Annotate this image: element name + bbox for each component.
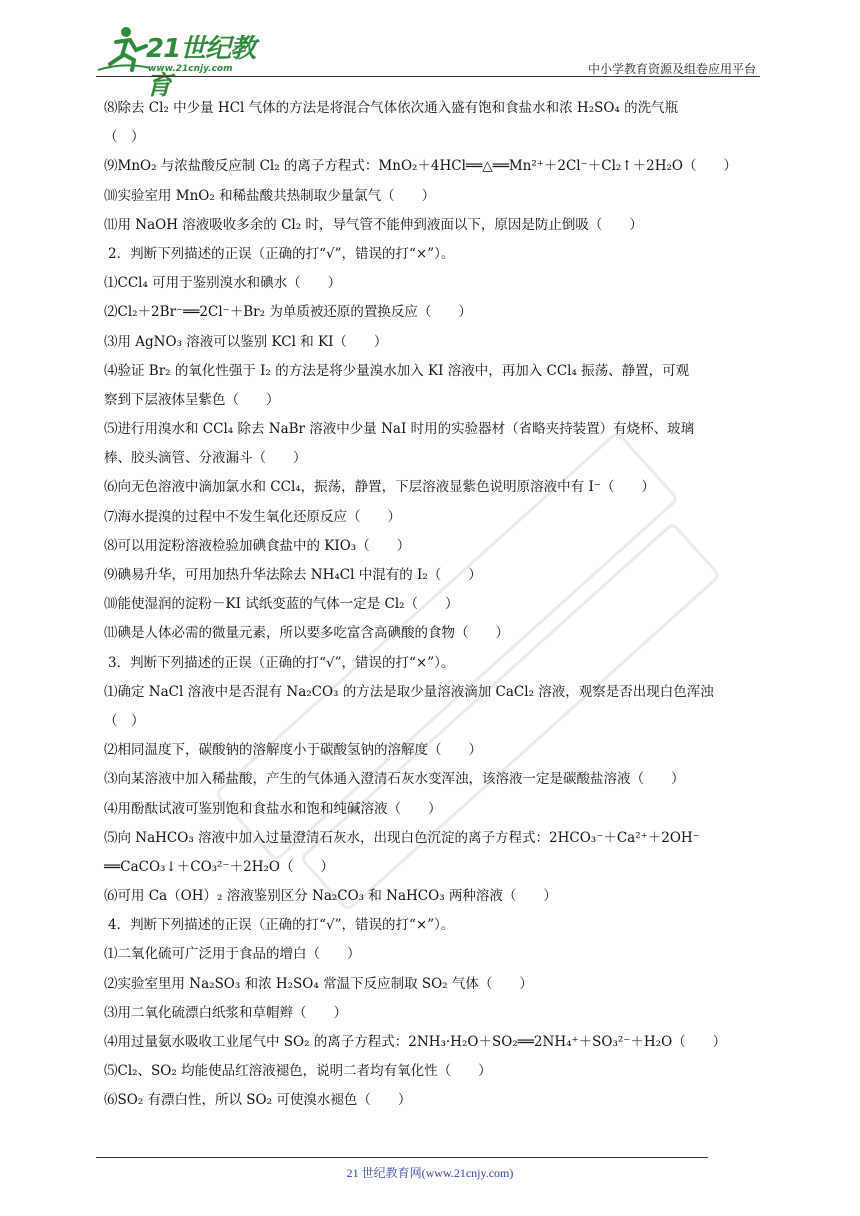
text-line: ⑶用 AgNO₃ 溶液可以鉴别 KCl 和 KI（ ） [104,333,388,350]
text-line: ⑵Cl₂＋2Br⁻══2Cl⁻＋Br₂ 为单质被还原的置换反应（ ） [104,304,472,321]
text-line: 察到下层液体呈紫色（ ） [104,391,280,408]
text-line: ⑴确定 NaCl 溶液中是否混有 Na₂CO₃ 的方法是取少量溶液滴加 CaCl₂ 溶液，观察是否出现白色浑浊 [104,683,714,700]
text-line: （ ） [104,712,145,729]
header-divider [96,76,760,77]
text-line: ⑽能使湿润的淀粉－KI 试纸变蓝的气体一定是 Cl₂（ ） [104,596,459,613]
text-line: ⑸Cl₂、SO₂ 均能使品红溶液褪色，说明二者均有氧化性（ ） [104,1063,492,1080]
question-list [104,94,764,1116]
page-header [96,22,760,101]
text-line: ⑶用二氧化硫漂白纸浆和草帽辫（ ） [104,1004,347,1021]
text-line: ⑺海水提溴的过程中不发生氧化还原反应（ ） [104,508,401,525]
text-line: ⑴CCl₄ 可用于鉴别溴水和碘水（ ） [104,275,342,292]
text-line: ⑸进行用溴水和 CCl₄ 除去 NaBr 溶液中少量 NaI 时用的实验器材（省略夹持装置）有烧杯、玻璃 [104,421,695,438]
text-line: ⑵相同温度下，碳酸钠的溶解度小于碳酸氢钠的溶解度（ ） [104,742,482,759]
text-line: ⑾用 NaOH 溶液吸收多余的 Cl₂ 时，导气管不能伸到液面以下，原因是防止倒吸（ ） [104,216,643,233]
text-line: 棒、胶头滴管、分液漏斗（ ） [104,450,307,467]
text-line: ⑷验证 Br₂ 的氧化性强于 I₂ 的方法是将少量溴水加入 KI 溶液中，再加入 CCl₄ 振荡、静置，可观 [104,362,690,379]
text-line: ⑹向无色溶液中滴加氯水和 CCl₄，振荡，静置，下层溶液显紫色说明原溶液中有 I⁻（ ） [104,479,655,496]
text-line: ⑽实验室用 MnO₂ 和稀盐酸共热制取少量氯气（ ） [104,187,436,204]
footer-link[interactable]: 21 世纪教育网(www.21cnjy.com) [346,1166,514,1180]
text-line: ⑵实验室里用 Na₂SO₃ 和浓 H₂SO₄ 常温下反应制取 SO₂ 气体（ ） [104,975,533,992]
text-line: ⑼碘易升华，可用加热升华法除去 NH₄Cl 中混有的 I₂（ ） [104,567,482,583]
section-heading: 2．判断下列描述的正误（正确的打“√”，错误的打“×”）。 [108,245,455,262]
text-line: ⑷用酚酞试液可鉴别饱和食盐水和饱和纯碱溶液（ ） [104,800,442,817]
text-line: ⑹SO₂ 有漂白性，所以 SO₂ 可使溴水褪色（ ） [104,1092,412,1109]
text-line: ⑹可用 Ca（OH）₂ 溶液鉴别区分 Na₂CO₃ 和 NaHCO₃ 两种溶液（ ） [104,888,557,905]
text-line: ⑾碘是人体必需的微量元素，所以要多吃富含高碘酸的食物（ ） [104,625,509,642]
text-line: ⑴二氧化硫可广泛用于食品的增白（ ） [104,946,361,963]
text-line: ⑷用过量氨水吸收工业尾气中 SO₂ 的离子方程式：2NH₃·H₂O＋SO₂══2NH₄⁺＋SO₃²⁻＋H₂O（ ） [104,1034,727,1050]
runner-logo-icon [96,24,152,74]
text-line: （ ） [104,129,145,146]
section-heading: 3．判断下列描述的正误（正确的打“√”，错误的打“×”）。 [108,654,455,671]
logo [96,22,266,101]
text-line: ══CaCO₃↓＋CO₃²⁻＋2H₂O（ ） [104,858,334,875]
text-line: ⑻可以用淀粉溶液检验加碘食盐中的 KIO₃（ ） [104,537,411,554]
text-line: ⑸向 NaHCO₃ 溶液中加入过量澄清石灰水，出现白色沉淀的离子方程式：2HCO₃⁻＋Ca²⁺＋2OH⁻ [104,829,700,846]
logo-url: www.21cnjy.com [148,64,233,74]
text-line: ⑶向某溶液中加入稀盐酸，产生的气体通入澄清石灰水变浑浊，该溶液一定是碳酸盐溶液（ ） [104,771,685,788]
text-line: ⑻除去 Cl₂ 中少量 HCl 气体的方法是将混合气体依次通入盛有饱和食盐水和浓 H₂SO₄ 的洗气瓶 [104,100,679,116]
logo-text: 21世纪教育 [146,34,256,101]
footer-divider [96,1157,708,1158]
section-heading: 4．判断下列描述的正误（正确的打“√”，错误的打“×”）。 [108,917,455,934]
platform-title: 中小学教育资源及组卷应用平台 [587,62,756,76]
text-line: ⑼MnO₂ 与浓盐酸反应制 Cl₂ 的离子方程式：MnO₂＋4HCl══△══Mn²⁺＋2Cl⁻＋Cl₂↑＋2H₂O（ ） [104,158,737,175]
